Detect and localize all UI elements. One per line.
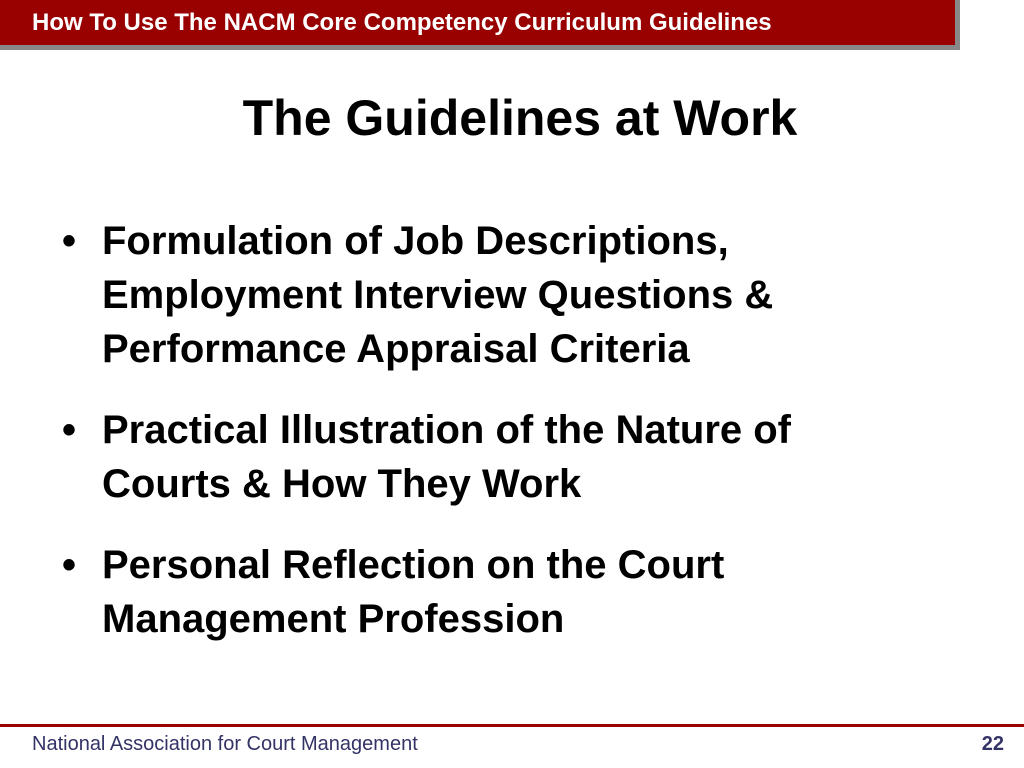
bullet-item bbox=[62, 403, 922, 511]
page-number: 22 bbox=[981, 733, 1004, 755]
bullet-line: Courts & How They Work bbox=[102, 462, 582, 506]
bullet-dot-icon: • bbox=[62, 543, 77, 587]
bullet-line: Practical Illustration of the Nature of bbox=[102, 408, 792, 452]
header-banner bbox=[0, 0, 960, 50]
bullet-line: Performance Appraisal Criteria bbox=[102, 327, 690, 371]
header-title: How To Use The NACM Core Competency Curriculum Guidelines bbox=[32, 9, 772, 36]
bullet-list bbox=[62, 214, 922, 673]
bullet-dot-icon: • bbox=[62, 219, 77, 263]
footer-organization: National Association for Court Management bbox=[32, 733, 418, 755]
bullet-dot-icon: • bbox=[62, 408, 77, 452]
footer-divider bbox=[0, 724, 1024, 727]
slide-title: The Guidelines at Work bbox=[242, 90, 798, 146]
bullet-line: Employment Interview Questions & bbox=[102, 273, 774, 317]
bullet-line: Personal Reflection on the Court bbox=[102, 543, 725, 587]
bullet-line: Formulation of Job Descriptions, bbox=[102, 219, 729, 263]
bullet-item bbox=[62, 214, 922, 376]
bullet-line: Management Profession bbox=[102, 597, 565, 641]
bullet-item bbox=[62, 538, 922, 646]
